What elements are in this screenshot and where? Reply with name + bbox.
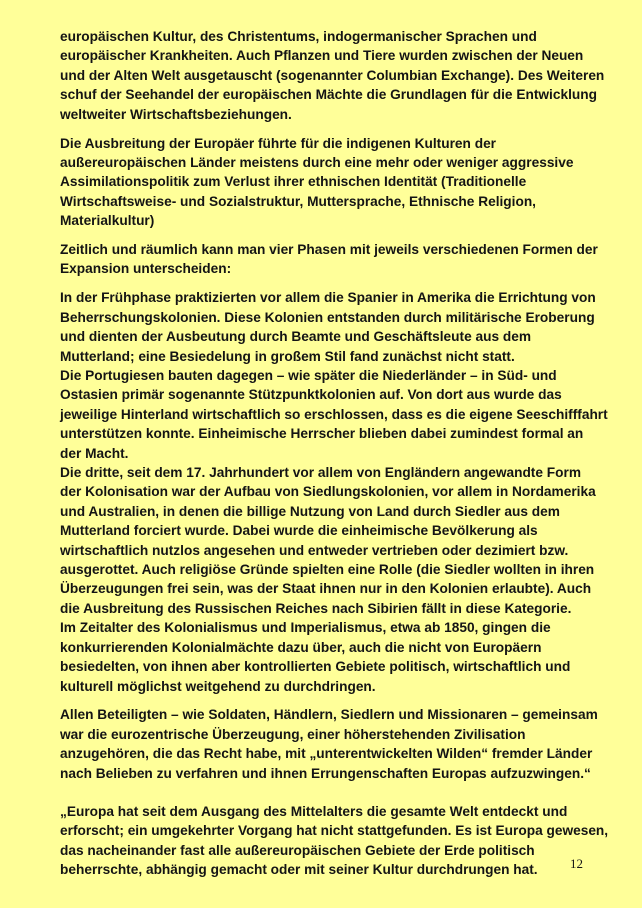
text-line: erforscht; ein umgekehrter Vorgang hat nicht stattgefunden. Es ist Europa gewesen,	[60, 823, 609, 839]
text-line: und dienten der Ausbeutung durch Beamte und Geschäftsleute aus dem	[60, 329, 532, 345]
text-line: das nacheinander fast alle außereuropäischen Gebiete der Erde politisch	[60, 842, 535, 858]
text-line: die Ausbreitung des Russischen Reiches nach Sibirien fällt in diese Kategorie.	[60, 600, 572, 616]
text-line: beherrschte, abhängig gemacht oder mit seiner Kultur durchdrungen hat.	[60, 862, 538, 878]
paragraph	[60, 802, 609, 880]
paragraph	[60, 240, 598, 279]
text-line: und der Alten Welt ausgetauscht (sogenannter Columbian Exchange). Des Weiteren	[60, 67, 605, 83]
text-line: Die Portugiesen bauten dagegen – wie später die Niederländer – in Süd- und	[60, 368, 557, 383]
text-line: „Europa hat seit dem Ausgang des Mittelalters die gesamte Welt entdeckt und	[60, 804, 568, 820]
text-line: Mutterland forciert wurde. Dabei wurde die einheimische Bevölkerung als	[60, 523, 538, 539]
text-line: Wirtschaftsweise- und Sozialstruktur, Muttersprache, Ethnische Religion,	[60, 193, 536, 209]
text-line: Zeitlich und räumlich kann man vier Phasen mit jeweils verschiedenen Formen der	[60, 242, 598, 258]
text-line: schuf der Seehandel der europäischen Mächte die Grundlagen für die Entwicklung	[60, 87, 597, 103]
page-number: 12	[570, 856, 583, 871]
text-line: besiedelten, von ihnen aber kontrollierten Gebiete politisch, wirtschaftlich und	[60, 659, 571, 675]
body-text	[60, 27, 609, 889]
text-line: war die eurozentrische Überzeugung, einer höherstehenden Zivilisation	[60, 726, 526, 742]
text-line: wirtschaftlich nutzlos angesehen und entweder vertrieben oder dezimiert bzw.	[60, 542, 569, 558]
paragraph	[60, 705, 598, 783]
text-line: anzugehören, die das Recht habe, mit „unterentwickelten Wilden“ fremder Länder	[60, 746, 593, 762]
text-line: außereuropäischen Länder meistens durch eine mehr oder weniger aggressive	[60, 154, 574, 170]
text-line: ausgerottet. Auch religiöse Gründe spielten eine Rolle (die Siedler wollten in ihren	[60, 562, 595, 578]
text-line: Allen Beteiligten – wie Soldaten, Händlern, Siedlern und Missionaren – gemeinsam	[60, 707, 598, 723]
text-line: Assimilationspolitik zum Verlust ihrer ethnischen Identität (Traditionelle	[60, 174, 527, 190]
text-line: nach Belieben zu verfahren und ihnen Errungenschaften Europas aufzuzwingen.“	[60, 765, 591, 781]
text-line: unterstützen konnte. Einheimische Herrscher blieben dabei zumindest formal an	[60, 426, 584, 442]
text-line: Im Zeitalter des Kolonialismus und Imperialismus, etwa ab 1850, gingen die	[60, 620, 551, 636]
text-line: Ostasien primär sogenannte Stützpunktkolonien auf. Von dort aus wurde das	[60, 387, 562, 403]
text-line: und Australien, in denen die billige Nutzung von Land durch Siedler aus dem	[60, 503, 560, 519]
text-line: Expansion unterscheiden:	[60, 261, 232, 277]
text-line: Überzeugungen frei sein, was der Staat ihnen nur in den Kolonien erlaubte). Auch	[60, 581, 592, 597]
text-line: Die dritte, seit dem 17. Jahrhundert vor allem von Engländern angewandte Form	[60, 465, 582, 481]
text-line: Materialkultur)	[60, 213, 155, 229]
text-line: der Kolonisation war der Aufbau von Siedlungskolonien, vor allem in Nordamerika	[60, 484, 596, 500]
paragraph	[60, 134, 585, 231]
text-line: kulturell möglichst weitgehend zu durchdringen.	[60, 678, 376, 694]
text-line: jeweilige Hinterland wirtschaftlich so erschlossen, dass es die eigene Seeschifffahrt	[60, 406, 608, 422]
text-line: Mutterland; eine Besiedelung in großem Stil fand zunächst nicht statt.	[60, 348, 515, 364]
text-line: In der Frühphase praktizierten vor allem die Spanier in Amerika die Errichtung von	[60, 290, 596, 306]
text-line: konkurrierenden Kolonialmächte dazu über, auch die nicht von Europäern	[60, 639, 542, 655]
text-line: Die Ausbreitung der Europäer führte für die indigenen Kulturen der	[60, 135, 497, 151]
paragraph	[60, 27, 605, 124]
text-line: europäischer Krankheiten. Auch Pflanzen und Tiere wurden zwischen der Neuen	[60, 48, 584, 64]
text-line: weltweiter Wirtschaftsbeziehungen.	[60, 106, 292, 122]
text-line: europäischen Kultur, des Christentums, indogermanischer Sprachen und	[60, 29, 537, 44]
text-line: der Macht.	[60, 445, 129, 461]
text-line: Beherrschungskolonien. Diese Kolonien entstanden durch militärische Eroberung	[60, 309, 595, 325]
paragraph	[60, 288, 608, 696]
